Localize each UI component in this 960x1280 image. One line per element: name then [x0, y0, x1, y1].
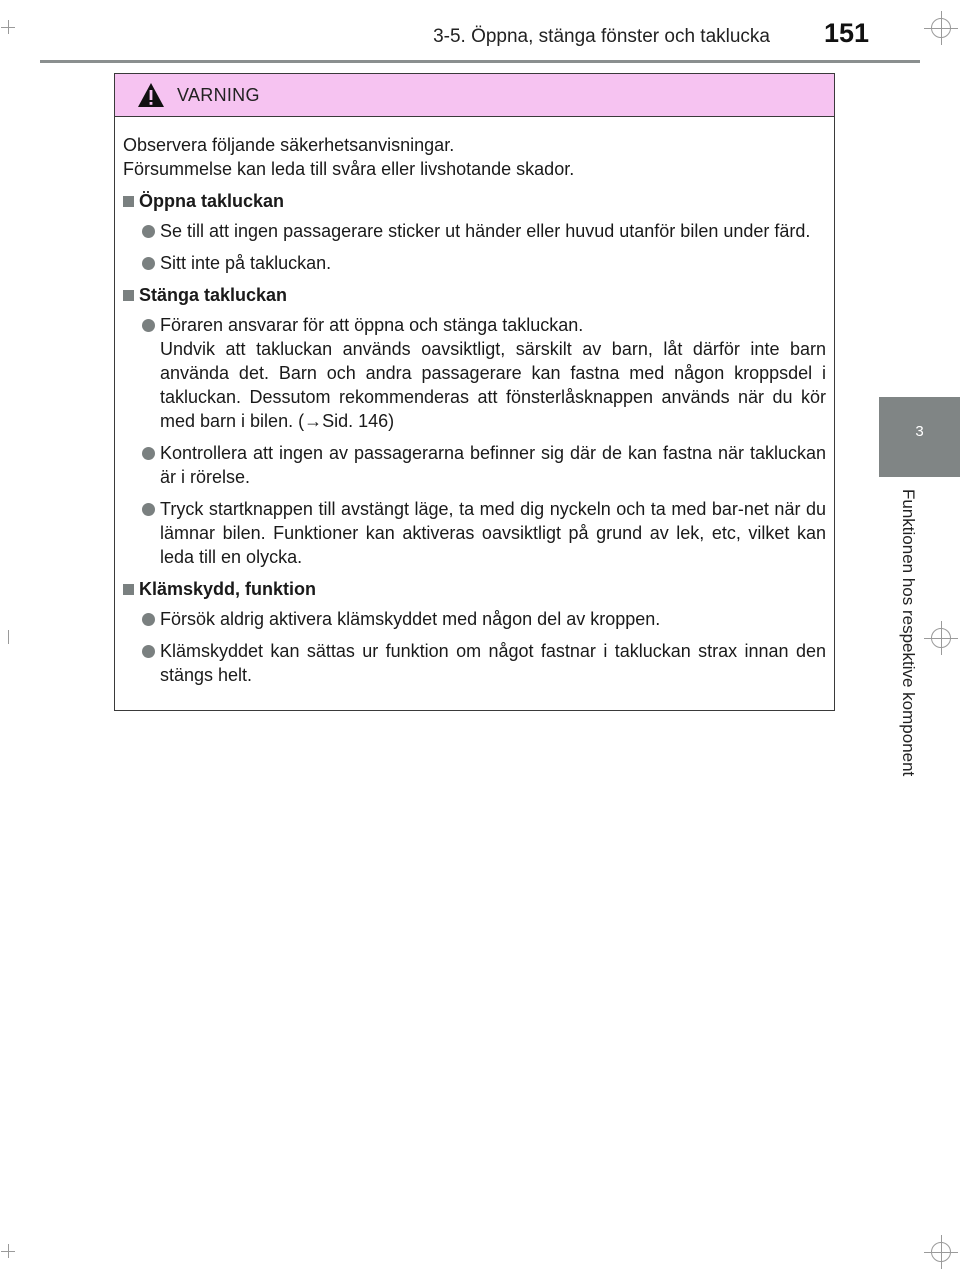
item-text: Klämskyddet kan sättas ur funktion om något fastnar i takluckan strax innan den stängs helt.: [160, 641, 826, 685]
registration-mark-icon: [931, 18, 951, 38]
item-text: Försök aldrig aktivera klämskyddet med någon del av kroppen.: [160, 609, 661, 629]
intro-line: Observera följande säkerhetsanvisningar.: [123, 135, 455, 155]
section-title: [123, 577, 826, 601]
round-bullet-icon: [142, 257, 155, 270]
page-number: 151: [824, 18, 870, 48]
square-bullet-icon: [123, 584, 134, 595]
section-title-text: Stänga takluckan: [139, 285, 288, 305]
item-text: Kontrollera att ingen av passagerarna befinner sig där de kan fastna när takluckan är i rörelse.: [160, 443, 826, 487]
item-text: Föraren ansvarar för att öppna och stänga takluckan.: [160, 315, 584, 335]
item-text: Sitt inte på takluckan.: [160, 253, 332, 273]
round-bullet-icon: [142, 645, 155, 658]
crop-mark: [8, 630, 9, 644]
header-divider: [40, 60, 920, 63]
round-bullet-icon: [142, 319, 155, 332]
round-bullet-icon: [142, 613, 155, 626]
square-bullet-icon: [123, 290, 134, 301]
chapter-label: Funktionen hos respektive komponent: [899, 489, 918, 777]
chapter-tab: [879, 397, 960, 477]
warning-body: [115, 117, 834, 687]
list-item: [123, 607, 826, 631]
list-item: [123, 313, 826, 433]
list-item: [123, 219, 826, 243]
item-text: Tryck startknappen till avstängt läge, ta med dig nyckeln och ta med bar-net när du lämnar bilen. Funktioner kan aktiveras oavsiktligt på grund av lek, etc, vilket kan leda till en olycka.: [160, 499, 826, 567]
round-bullet-icon: [142, 225, 155, 238]
warning-header: [115, 74, 834, 117]
warning-triangle-icon: [137, 82, 165, 108]
warning-box: [114, 73, 835, 711]
registration-mark-icon: [931, 1242, 951, 1262]
warning-label: VARNING: [177, 84, 260, 105]
section-title-text: Öppna takluckan: [139, 191, 285, 211]
square-bullet-icon: [123, 196, 134, 207]
list-item: [123, 441, 826, 489]
crop-mark: [1, 1251, 15, 1252]
chapter-number: 3: [915, 423, 924, 440]
item-text: Se till att ingen passagerare sticker ut händer eller huvud utanför bilen under färd.: [160, 221, 811, 241]
intro-line: Försummelse kan leda till svåra eller livshotande skador.: [123, 159, 575, 179]
list-item: [123, 251, 826, 275]
section-title: [123, 283, 826, 307]
registration-mark-icon: [931, 628, 951, 648]
section-header-title: 3-5. Öppna, stänga fönster och taklucka: [433, 26, 770, 47]
round-bullet-icon: [142, 447, 155, 460]
item-text-continued: Undvik att takluckan används oavsiktligt, särskilt av barn, låt därför inte barn använda det. Barn och andra passagerare kan fastna med någon kroppsdel i takluckan. Dessutom rekommenderas att fönsterlåsknappen används när du kör med barn i bilen. (→Sid. 146): [160, 339, 826, 431]
section-title-text: Klämskydd, funktion: [139, 579, 317, 599]
warning-intro: [123, 133, 826, 181]
round-bullet-icon: [142, 503, 155, 516]
list-item: [123, 639, 826, 687]
list-item: [123, 497, 826, 569]
section-title: [123, 189, 826, 213]
